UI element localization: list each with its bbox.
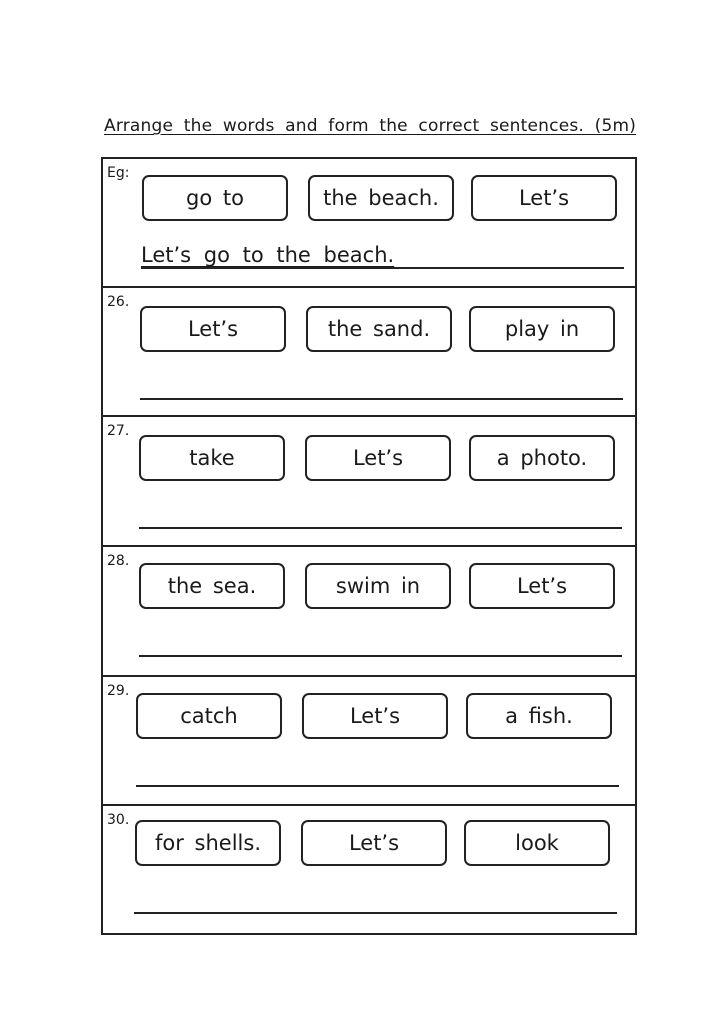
- answer-input-26[interactable]: [141, 370, 625, 400]
- example-answer: Let’s go to the beach.: [141, 243, 395, 267]
- question-number: 27.: [107, 423, 130, 439]
- word-card[interactable]: play in: [469, 306, 615, 352]
- word-card[interactable]: the beach.: [308, 175, 454, 221]
- word-card[interactable]: go to: [142, 175, 288, 221]
- question-number: 28.: [107, 553, 130, 569]
- question-number: 30.: [107, 812, 130, 828]
- question-row-28: [103, 547, 635, 677]
- word-card[interactable]: Let’s: [469, 563, 615, 609]
- instruction-heading: Arrange the words and form the correct sentences. (5m): [104, 116, 637, 136]
- word-card[interactable]: for shells.: [135, 820, 281, 866]
- worksheet-table: [101, 157, 637, 935]
- word-card[interactable]: look: [464, 820, 610, 866]
- answer-line: [141, 267, 624, 269]
- answer-input-27[interactable]: [141, 499, 625, 529]
- word-card[interactable]: Let’s: [471, 175, 617, 221]
- answer-line: [139, 655, 622, 657]
- answer-line: [139, 527, 622, 529]
- word-card[interactable]: Let’s: [301, 820, 447, 866]
- word-card[interactable]: the sand.: [306, 306, 452, 352]
- answer-line: [134, 912, 617, 914]
- question-row-27: [103, 417, 635, 547]
- example-row: [103, 159, 635, 288]
- word-card[interactable]: Let’s: [305, 435, 451, 481]
- answer-line: [140, 398, 623, 400]
- question-number: 26.: [107, 294, 130, 310]
- word-card[interactable]: Let’s: [140, 306, 286, 352]
- word-card[interactable]: Let’s: [302, 693, 448, 739]
- question-row-29: [103, 677, 635, 806]
- word-card[interactable]: a photo.: [469, 435, 615, 481]
- word-card[interactable]: swim in: [305, 563, 451, 609]
- word-card[interactable]: the sea.: [139, 563, 285, 609]
- answer-input-30[interactable]: [136, 884, 620, 914]
- answer-input-28[interactable]: [141, 627, 625, 657]
- answer-line: [136, 785, 619, 787]
- example-label: Eg:: [107, 165, 130, 181]
- question-number: 29.: [107, 683, 130, 699]
- answer-input-29[interactable]: [137, 757, 621, 787]
- word-card[interactable]: a fish.: [466, 693, 612, 739]
- word-card[interactable]: catch: [136, 693, 282, 739]
- word-card[interactable]: take: [139, 435, 285, 481]
- question-row-26: [103, 288, 635, 417]
- question-row-30: [103, 806, 635, 935]
